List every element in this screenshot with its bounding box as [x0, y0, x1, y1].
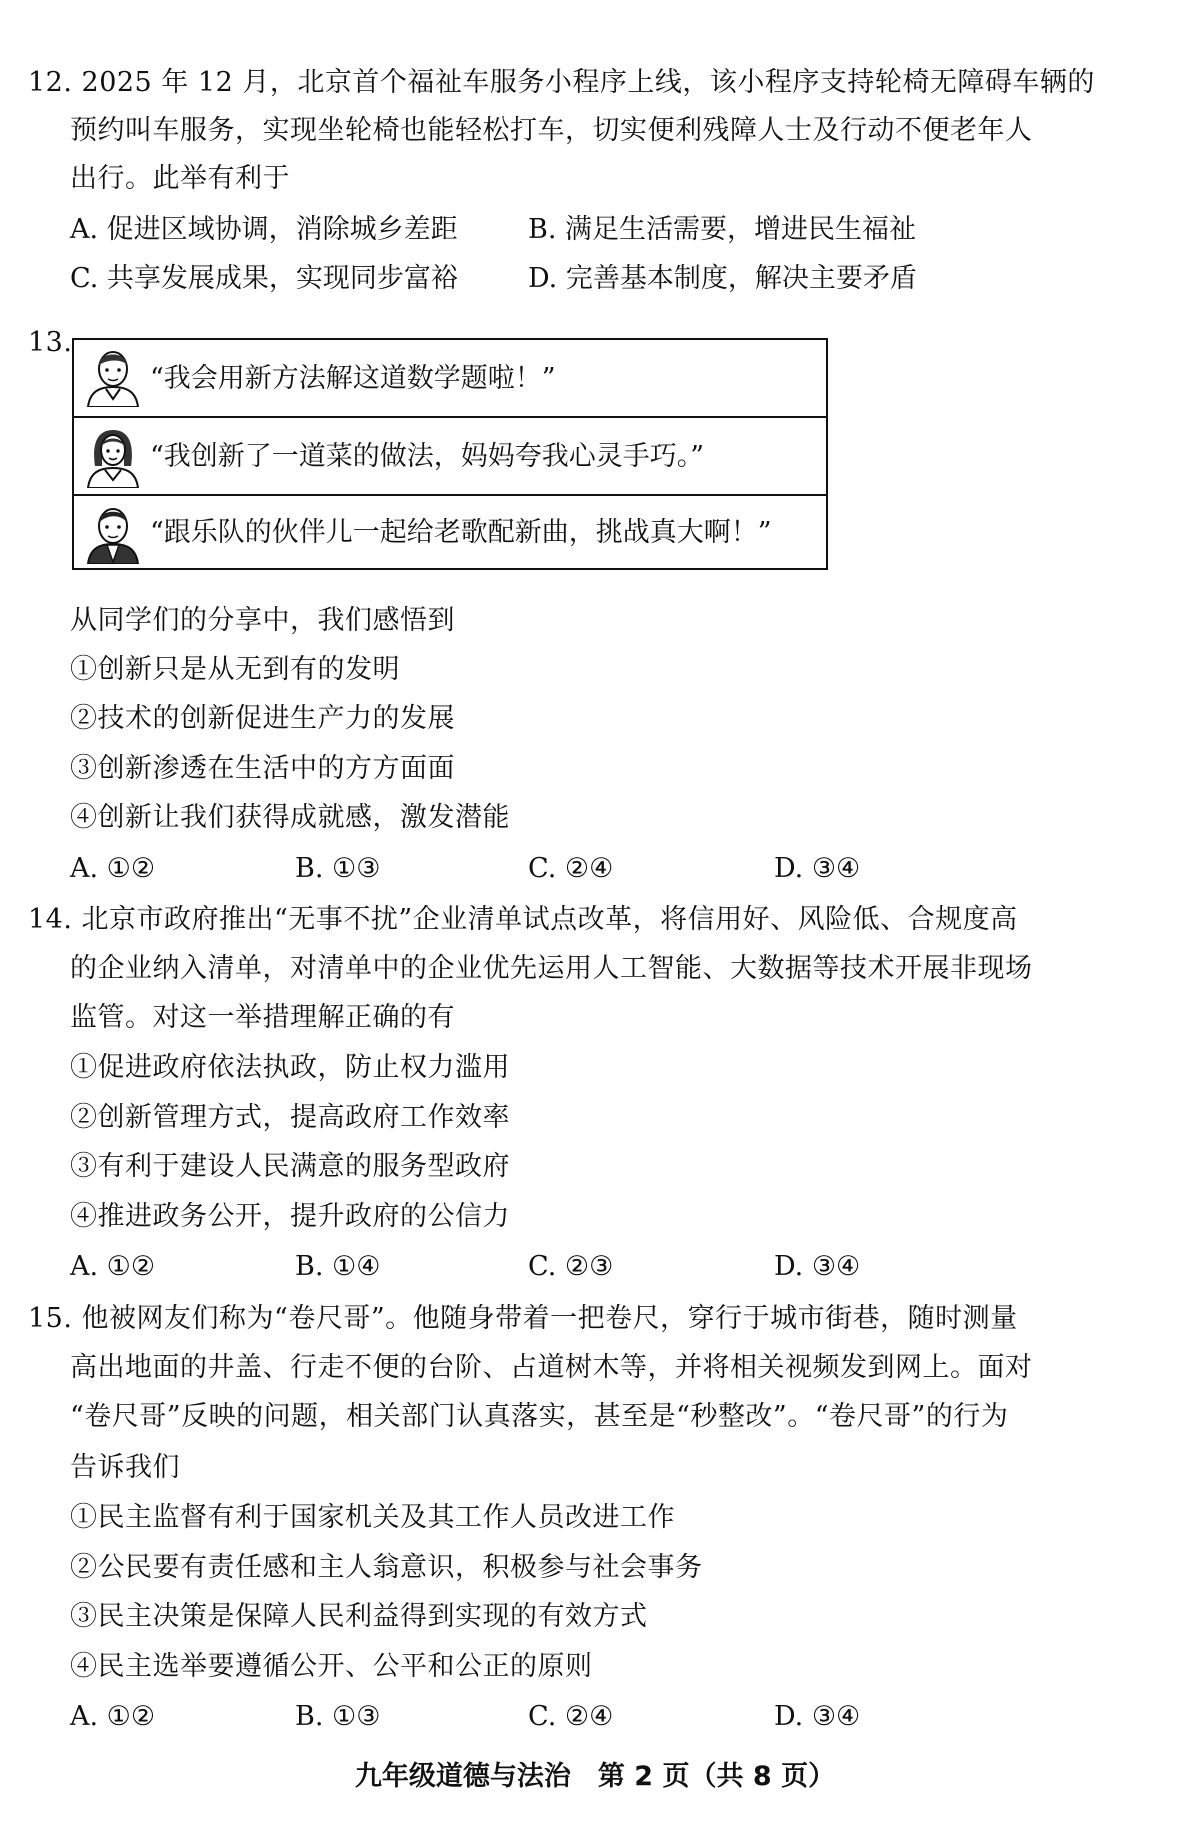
q12-stem-line-1: 12. 2025 年 12 月，北京首个福祉车服务小程序上线，该小程序支持轮椅无障碍车辆的 [28, 67, 1095, 98]
q15-stem-line-2: 高出地面的井盖、行走不便的台阶、占道树木等，并将相关视频发到网上。面对 [70, 1352, 1033, 1383]
q15-item-2: ②公民要有责任感和主人翁意识，积极参与社会事务 [70, 1552, 703, 1583]
q13-dialog-box [72, 338, 828, 570]
q13-option-b[interactable]: B. ①③ [295, 853, 381, 884]
q15-option-c[interactable]: C. ②④ [528, 1701, 614, 1732]
q15-stem-line-1: 15. 他被网友们称为“卷尺哥”。他随身带着一把卷尺，穿行于城市街巷，随时测量 [28, 1303, 1018, 1334]
q12-stem-line-3: 出行。此举有利于 [70, 163, 290, 194]
q14-item-3: ③有利于建设人民满意的服务型政府 [70, 1151, 510, 1182]
q13-item-2: ②技术的创新促进生产力的发展 [70, 703, 455, 734]
q12-stem-line-2: 预约叫车服务，实现坐轮椅也能轻松打车，切实便利残障人士及行动不便老年人 [70, 115, 1033, 146]
page-footer: 九年级道德与法治 第 2 页（共 8 页） [354, 1761, 836, 1792]
q14-stem-line-3: 监管。对这一举措理解正确的有 [70, 1002, 455, 1033]
q13-item-1: ①创新只是从无到有的发明 [70, 654, 400, 685]
q15-option-d[interactable]: D. ③④ [774, 1701, 861, 1732]
q13-number: 13. [28, 327, 73, 358]
q15-item-3: ③民主决策是保障人民利益得到实现的有效方式 [70, 1601, 648, 1632]
q15-stem-line-3: “卷尺哥”反映的问题，相关部门认真落实，甚至是“秒整改”。“卷尺哥”的行为 [70, 1401, 1009, 1432]
q13-option-d[interactable]: D. ③④ [774, 853, 861, 884]
q12-option-d[interactable]: D. 完善基本制度，解决主要矛盾 [528, 263, 917, 294]
q14-item-4: ④推进政务公开，提升政府的公信力 [70, 1201, 510, 1232]
q15-option-b[interactable]: B. ①③ [295, 1701, 381, 1732]
q13-stem: 从同学们的分享中，我们感悟到 [70, 605, 455, 636]
q13-item-3: ③创新渗透在生活中的方方面面 [70, 753, 455, 784]
q13-option-c[interactable]: C. ②④ [528, 853, 614, 884]
q12-option-b[interactable]: B. 满足生活需要，增进民生福祉 [528, 214, 917, 245]
dialog-row-1 [74, 340, 826, 416]
q14-stem-line-2: 的企业纳入清单，对清单中的企业优先运用人工智能、大数据等技术开展非现场 [70, 953, 1033, 984]
q14-option-a[interactable]: A. ①② [70, 1251, 156, 1282]
q12-option-c[interactable]: C. 共享发展成果，实现同步富裕 [70, 263, 458, 294]
dialog-text-2: “我创新了一道菜的做法，妈妈夸我心灵手巧。” [150, 441, 705, 472]
girl-avatar-icon [84, 426, 142, 492]
q13-option-a[interactable]: A. ①② [70, 853, 156, 884]
q12-option-a[interactable]: A. 促进区域协调，消除城乡差距 [70, 214, 458, 245]
q15-item-1: ①民主监督有利于国家机关及其工作人员改进工作 [70, 1502, 675, 1533]
boy-avatar-icon [84, 347, 142, 411]
q15-option-a[interactable]: A. ①② [70, 1701, 156, 1732]
boy-suit-avatar-icon [84, 504, 142, 568]
dialog-row-3 [74, 494, 826, 570]
dialog-text-1: “我会用新方法解这道数学题啦！” [150, 363, 556, 394]
q14-option-b[interactable]: B. ①④ [295, 1251, 381, 1282]
q14-stem-line-1: 14. 北京市政府推出“无事不扰”企业清单试点改革，将信用好、风险低、合规度高 [28, 904, 1018, 935]
q14-item-1: ①促进政府依法执政，防止权力滥用 [70, 1052, 510, 1083]
q15-item-4: ④民主选举要遵循公开、公平和公正的原则 [70, 1651, 593, 1682]
q15-stem-line-4: 告诉我们 [70, 1452, 180, 1483]
dialog-text-3: “跟乐队的伙伴儿一起给老歌配新曲，挑战真大啊！” [150, 517, 772, 548]
q14-item-2: ②创新管理方式，提高政府工作效率 [70, 1102, 510, 1133]
q13-item-4: ④创新让我们获得成就感，激发潜能 [70, 802, 510, 833]
q14-option-c[interactable]: C. ②③ [528, 1251, 614, 1282]
dialog-row-2 [74, 416, 826, 494]
q14-option-d[interactable]: D. ③④ [774, 1251, 861, 1282]
